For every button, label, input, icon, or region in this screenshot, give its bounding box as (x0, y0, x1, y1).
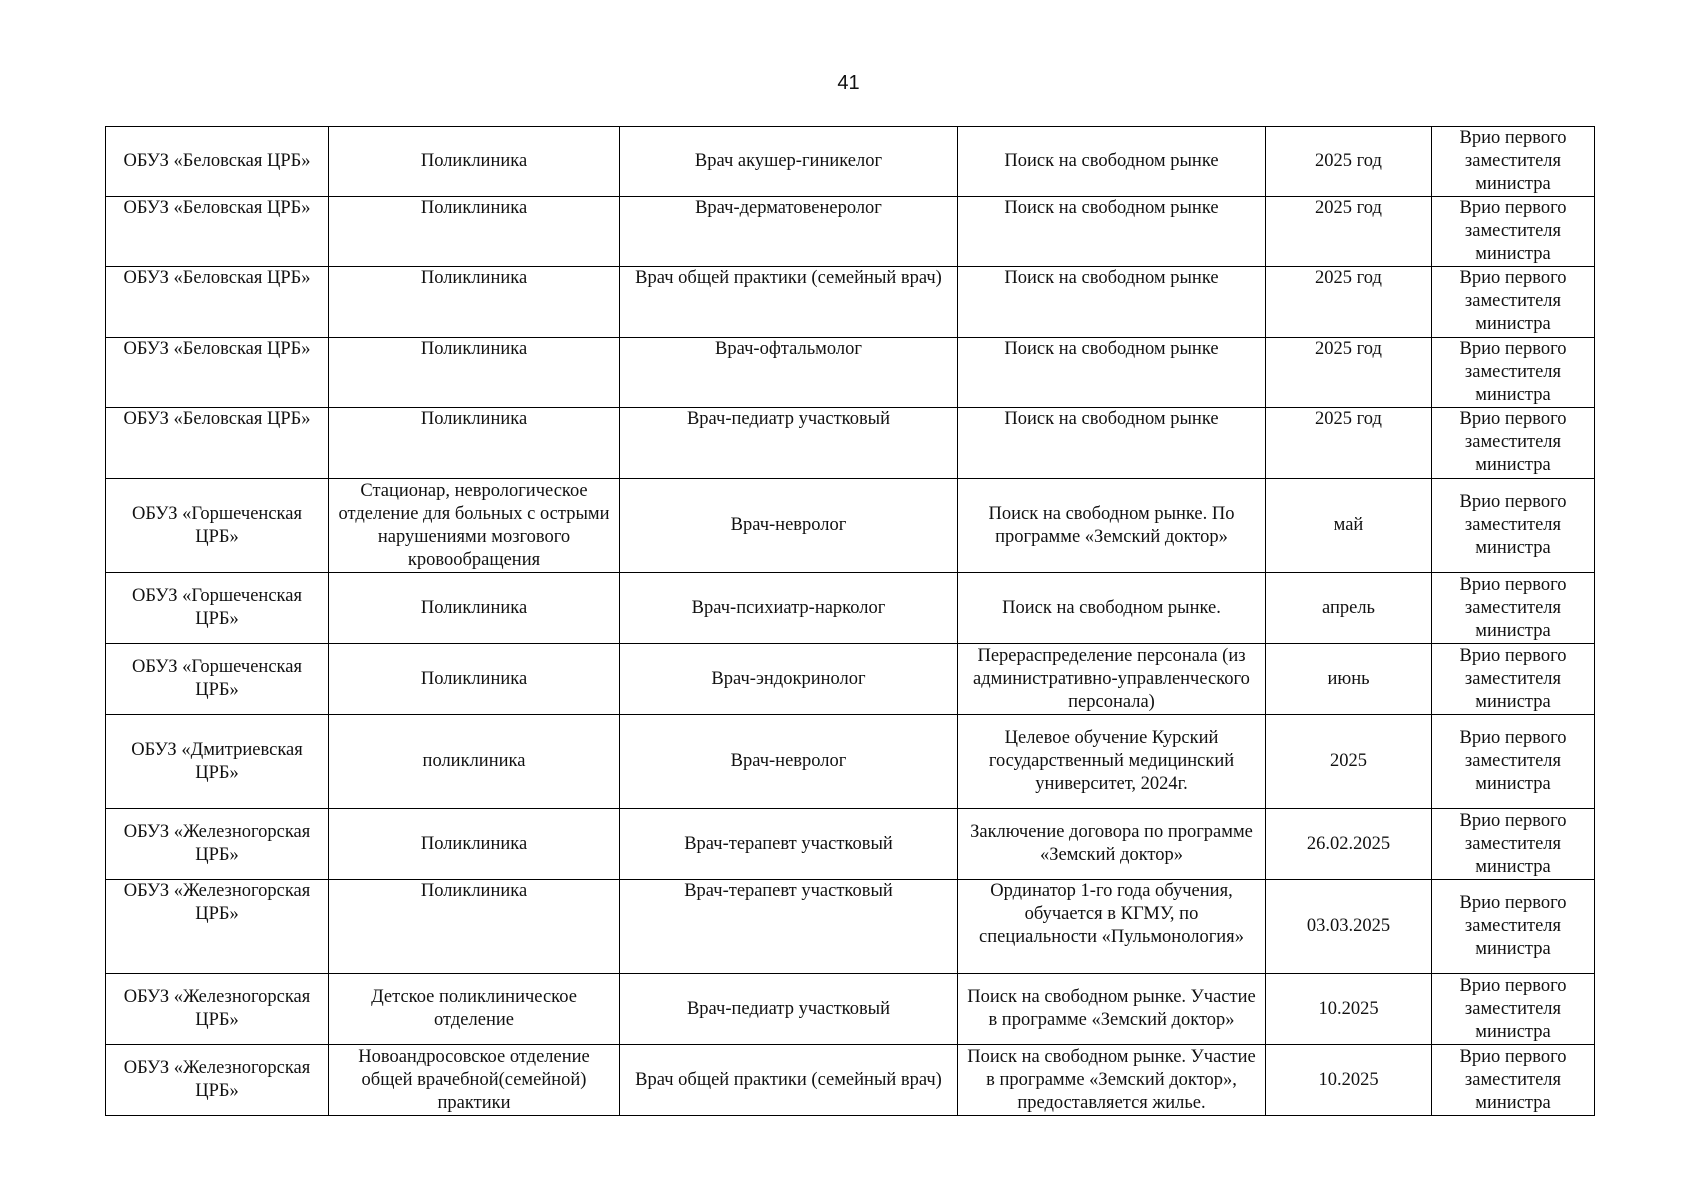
cell-date: 10.2025 (1266, 1045, 1432, 1116)
page-number: 41 (837, 72, 860, 94)
cell-method: Целевое обучение Курский государственный медицинский университет, 2024г. (958, 715, 1266, 809)
cell-date: 26.02.2025 (1266, 809, 1432, 880)
cell-position: Врач общей практики (семейный врач) (620, 1045, 958, 1116)
cell-responsible: Врио первого заместителя министра (1432, 1045, 1595, 1116)
cell-method: Поиск на свободном рынке (958, 338, 1266, 408)
cell-department: Поликлиника (329, 880, 620, 974)
cell-method: Поиск на свободном рынке. Участие в программе «Земский доктор» (958, 974, 1266, 1045)
table-row (106, 197, 1595, 267)
cell-method: Поиск на свободном рынке (958, 267, 1266, 338)
cell-department: Поликлиника (329, 644, 620, 715)
table-row (106, 1045, 1595, 1116)
table-row (106, 573, 1595, 644)
cell-responsible: Врио первого заместителя министра (1432, 573, 1595, 644)
cell-organization: ОБУЗ «Железногорская ЦРБ» (106, 809, 329, 880)
table-row (106, 974, 1595, 1045)
cell-position: Врач-психиатр-нарколог (620, 573, 958, 644)
cell-responsible: Врио первого заместителя министра (1432, 197, 1595, 267)
cell-department: Поликлиника (329, 573, 620, 644)
cell-date: 2025 год (1266, 127, 1432, 197)
cell-department: Поликлиника (329, 127, 620, 197)
cell-organization: ОБУЗ «Железногорская ЦРБ» (106, 974, 329, 1045)
cell-date: 2025 год (1266, 338, 1432, 408)
table-row (106, 127, 1595, 197)
cell-responsible: Врио первого заместителя министра (1432, 127, 1595, 197)
table-body (106, 127, 1595, 1116)
cell-date: 03.03.2025 (1266, 880, 1432, 974)
cell-method: Перераспределение персонала (из административно-управленческого персонала) (958, 644, 1266, 715)
cell-position: Врач акушер-гиникелог (620, 127, 958, 197)
cell-organization: ОБУЗ «Горшеченская ЦРБ» (106, 573, 329, 644)
cell-method: Поиск на свободном рынке. Участие в программе «Земский доктор», предоставляется жилье. (958, 1045, 1266, 1116)
cell-responsible: Врио первого заместителя министра (1432, 715, 1595, 809)
cell-organization: ОБУЗ «Железногорская ЦРБ» (106, 1045, 329, 1116)
cell-position: Врач-офтальмолог (620, 338, 958, 408)
cell-responsible: Врио первого заместителя министра (1432, 408, 1595, 479)
cell-department: Поликлиника (329, 338, 620, 408)
cell-method: Поиск на свободном рынке (958, 408, 1266, 479)
cell-department: поликлиника (329, 715, 620, 809)
cell-position: Врач-дерматовенеролог (620, 197, 958, 267)
cell-department: Поликлиника (329, 197, 620, 267)
cell-method: Заключение договора по программе «Земский доктор» (958, 809, 1266, 880)
cell-date: 2025 год (1266, 197, 1432, 267)
cell-position: Врач-терапевт участковый (620, 809, 958, 880)
cell-responsible: Врио первого заместителя министра (1432, 880, 1595, 974)
table-row (106, 715, 1595, 809)
cell-method: Поиск на свободном рынке. (958, 573, 1266, 644)
table-row (106, 338, 1595, 408)
cell-responsible: Врио первого заместителя министра (1432, 479, 1595, 573)
cell-method: Поиск на свободном рынке (958, 127, 1266, 197)
cell-date: 10.2025 (1266, 974, 1432, 1045)
staffing-table (105, 126, 1595, 1116)
cell-organization: ОБУЗ «Беловская ЦРБ» (106, 267, 329, 338)
cell-date: 2025 (1266, 715, 1432, 809)
cell-responsible: Врио первого заместителя министра (1432, 809, 1595, 880)
cell-position: Врач-педиатр участковый (620, 974, 958, 1045)
cell-organization: ОБУЗ «Беловская ЦРБ» (106, 127, 329, 197)
cell-date: июнь (1266, 644, 1432, 715)
table-row (106, 644, 1595, 715)
cell-organization: ОБУЗ «Горшеченская ЦРБ» (106, 644, 329, 715)
cell-position: Врач-эндокринолог (620, 644, 958, 715)
cell-date: апрель (1266, 573, 1432, 644)
cell-organization: ОБУЗ «Беловская ЦРБ» (106, 197, 329, 267)
cell-department: Детское поликлиническое отделение (329, 974, 620, 1045)
cell-organization: ОБУЗ «Беловская ЦРБ» (106, 408, 329, 479)
table-row (106, 880, 1595, 974)
cell-method: Поиск на свободном рынке (958, 197, 1266, 267)
cell-organization: ОБУЗ «Железногорская ЦРБ» (106, 880, 329, 974)
cell-responsible: Врио первого заместителя министра (1432, 338, 1595, 408)
cell-organization: ОБУЗ «Беловская ЦРБ» (106, 338, 329, 408)
cell-date: 2025 год (1266, 267, 1432, 338)
cell-method: Поиск на свободном рынке. По программе «Земский доктор» (958, 479, 1266, 573)
cell-department: Поликлиника (329, 408, 620, 479)
cell-date: 2025 год (1266, 408, 1432, 479)
cell-date: май (1266, 479, 1432, 573)
cell-department: Стационар, неврологическое отделение для больных с острыми нарушениями мозгового кровообращения (329, 479, 620, 573)
cell-position: Врач-педиатр участковый (620, 408, 958, 479)
cell-organization: ОБУЗ «Дмитриевская ЦРБ» (106, 715, 329, 809)
cell-position: Врач-невролог (620, 479, 958, 573)
cell-responsible: Врио первого заместителя министра (1432, 644, 1595, 715)
cell-department: Поликлиника (329, 809, 620, 880)
cell-department: Поликлиника (329, 267, 620, 338)
cell-position: Врач общей практики (семейный врач) (620, 267, 958, 338)
table-row (106, 408, 1595, 479)
cell-responsible: Врио первого заместителя министра (1432, 267, 1595, 338)
cell-position: Врач-терапевт участковый (620, 880, 958, 974)
cell-responsible: Врио первого заместителя министра (1432, 974, 1595, 1045)
cell-method: Ординатор 1-го года обучения, обучается в КГМУ, по специальности «Пульмонология» (958, 880, 1266, 974)
table-row (106, 809, 1595, 880)
cell-department: Новоандросовское отделение общей врачебной(семейной) практики (329, 1045, 620, 1116)
table-row (106, 267, 1595, 338)
cell-position: Врач-невролог (620, 715, 958, 809)
table-row (106, 479, 1595, 573)
cell-organization: ОБУЗ «Горшеченская ЦРБ» (106, 479, 329, 573)
